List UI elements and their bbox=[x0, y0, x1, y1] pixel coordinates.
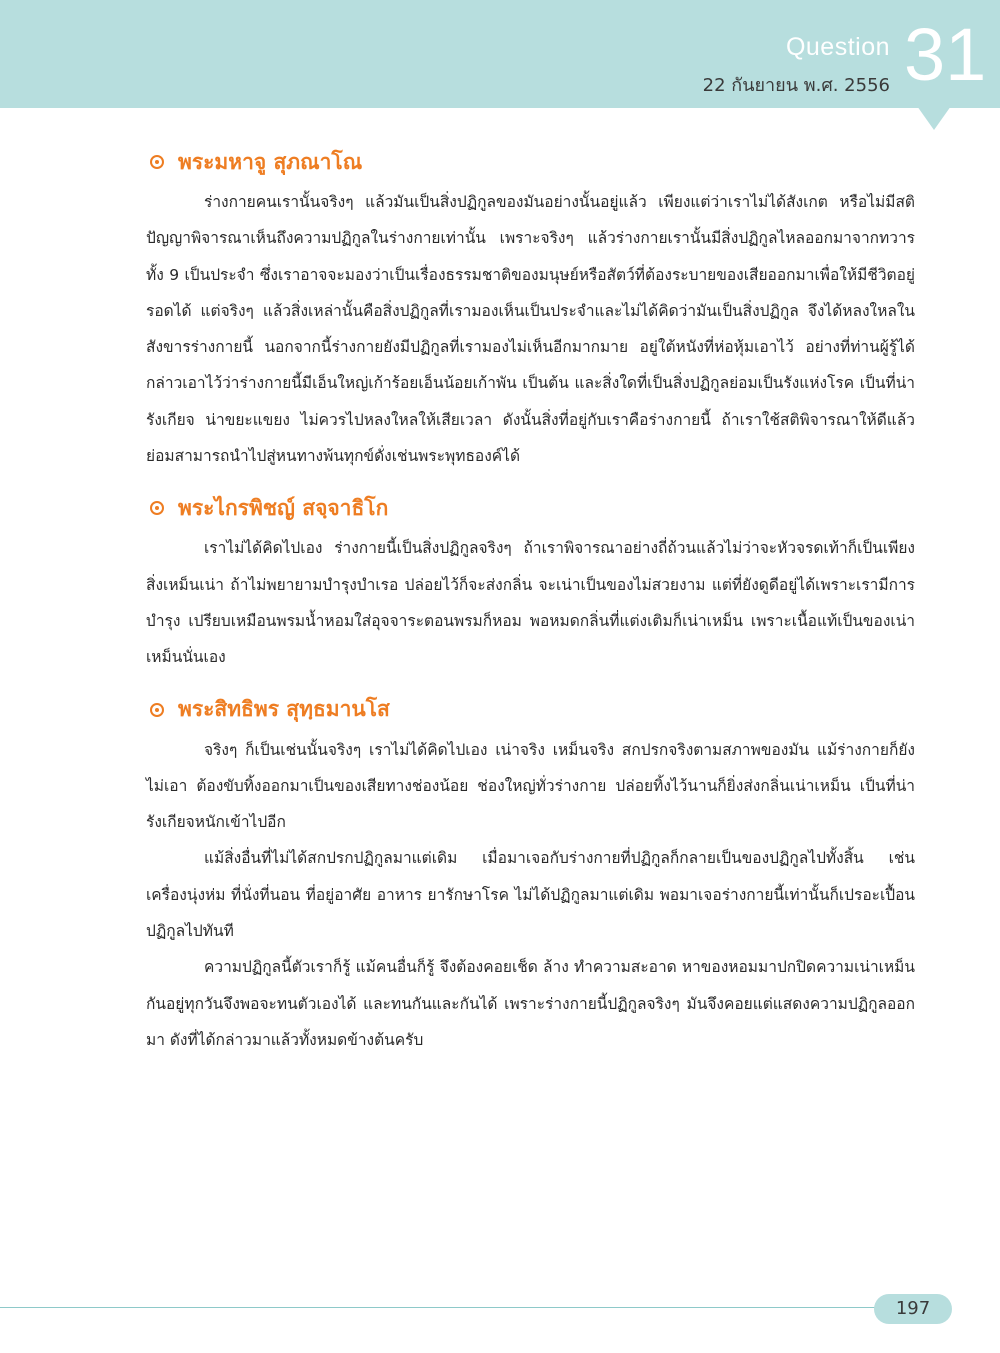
answer-section bbox=[146, 486, 915, 675]
bullet-circle-icon bbox=[150, 501, 164, 515]
paragraph: จริงๆ ก็เป็นเช่นนั้นจริงๆ เราไม่ได้คิดไปเอง เน่าจริง เหม็นจริง สกปรกจริงตามสภาพของมัน แม้ร่างกายก็ยังไม่เอา ต้องขับทิ้งออกมาเป็นของเสียทางช่องน้อย ช่องใหญ่ทั่วร่างกาย ปล่อยทิ้งไว้นานก็ยิ่งส่งกลิ่นเน่าเหม็น เป็นที่น่ารังเกียจหนักเข้าไปอีก bbox=[146, 740, 915, 832]
speaker-name: พระสิทธิพร สุทฺธมานโส bbox=[178, 697, 390, 722]
question-number: 31 bbox=[904, 13, 987, 96]
question-label: Question bbox=[785, 33, 890, 61]
footer-rule bbox=[0, 1307, 880, 1308]
section-heading bbox=[146, 688, 915, 732]
paragraph: เราไม่ได้คิดไปเอง ร่างกายนี้เป็นสิ่งปฏิกูลจริงๆ ถ้าเราพิจารณาอย่างถี่ถ้วนแล้วไม่ว่าจะหัวจรดเท้าก็เป็นเพียงสิ่งเหม็นเน่า ถ้าไม่พยายามบำรุงบำเรอ ปล่อยไว้ก็จะส่งกลิ่น จะเน่าเป็นของไม่สวยงาม แต่ที่ยังดูดีอยู่ได้เพราะเรามีการบำรุง เปรียบเหมือนพรมน้ำหอมใส่อุจจาระตอนพรมก็หอม พอหมดกลิ่นที่แต่งเติมก็เน่าเหม็น เพราะเนื้อแท้เป็นของเน่าเหม็นนั่นเอง bbox=[146, 539, 915, 667]
paragraph: ร่างกายคนเรานั้นจริงๆ แล้วมันเป็นสิ่งปฏิกูลของมันอย่างนั้นอยู่แล้ว เพียงแต่ว่าเราไม่ได้สังเกต หรือไม่มีสติปัญญาพิจารณาเห็นถึงความปฏิกูลในร่างกายเท่านั้น เพราะจริงๆ แล้วร่างกายเรานั้นมีสิ่งปฏิกูลไหลออกมาจากทวารทั้ง 9 เป็นประจำ ซึ่งเราอาจจะมองว่าเป็นเรื่องธรรมชาติของมนุษย์หรือสัตว์ที่ต้องระบายของเสียออกมาเพื่อให้มีชีวิตอยู่รอดได้ แต่จริงๆ แล้วสิ่งเหล่านั้นคือสิ่งปฏิกูลที่เรามองเห็นเป็นประจำและไม่ได้คิดว่ามันเป็นสิ่งปฏิกูล จึงได้หลงใหลในสังขารร่างกายนี้ นอกจากนี้ร่างกายยังมีปฏิกูลที่เรามองไม่เห็นอีกมากมาย อยู่ใต้หนังที่ห่อหุ้มเอาไว้ อย่างที่ท่านผู้รู้ได้กล่าวเอาไว้ว่าร่างกายนี้มีเอ็นใหญ่เก้าร้อยเอ็นน้อยเก้าพัน เป็นต้น และสิ่งใดที่เป็นสิ่งปฏิกูลย่อมเป็นรังแห่งโรค เป็นที่น่ารังเกียจ น่าขยะแขยง ไม่ควรไปหลงใหลให้เสียเวลา ดังนั้นสิ่งที่อยู่กับเราคือร่างกายนี้ ถ้าเราใช้สติพิจารณาให้ดีแล้ว ย่อมสามารถนำไปสู่หนทางพ้นทุกข์ดั่งเช่นพระพุทธองค์ได้ bbox=[146, 193, 915, 466]
bullet-circle-icon bbox=[150, 155, 164, 169]
speaker-name: พระไกรพิชญ์ สจฺจาธิโก bbox=[178, 495, 389, 520]
speaker-name: พระมหาจู สุภณาโณ bbox=[178, 149, 363, 174]
paragraph: ความปฏิกูลนี้ตัวเราก็รู้ แม้คนอื่นก็รู้ จึงต้องคอยเช็ด ล้าง ทำความสะอาด หาของหอมมาปกปิดความเน่าเหม็นกันอยู่ทุกวันจึงพอจะทนตัวเองได้ และทนกันและกันได้ เพราะร่างกายนี้ปฏิกูลจริงๆ มันจึงคอยแต่แสดงความปฏิกูลออกมา ดังที่ได้กล่าวมาแล้วทั้งหมดข้างต้นครับ bbox=[146, 958, 915, 1049]
page-number: 197 bbox=[874, 1294, 952, 1324]
bullet-circle-icon bbox=[150, 703, 164, 717]
answer-section bbox=[146, 688, 915, 1059]
section-heading bbox=[146, 486, 915, 530]
question-date: 22 กันยายน พ.ศ. 2556 bbox=[702, 75, 890, 96]
section-heading bbox=[146, 140, 915, 184]
article-body bbox=[146, 140, 915, 1070]
answer-section bbox=[146, 140, 915, 474]
paragraph: แม้สิ่งอื่นที่ไม่ได้สกปรกปฏิกูลมาแต่เดิม เมื่อมาเจอกับร่างกายที่ปฏิกูลก็กลายเป็นของปฏิกูลไปทั้งสิ้น เช่น เครื่องนุ่งห่ม ที่นั่งที่นอน ที่อยู่อาศัย อาหาร ยารักษาโรค ไม่ได้ปฏิกูลมาแต่เดิม พอมาเจอร่างกายนี้เท่านั้นก็เปรอะเปื้อนปฏิกูลไปทันที bbox=[146, 849, 915, 941]
header-pointer bbox=[917, 106, 951, 130]
